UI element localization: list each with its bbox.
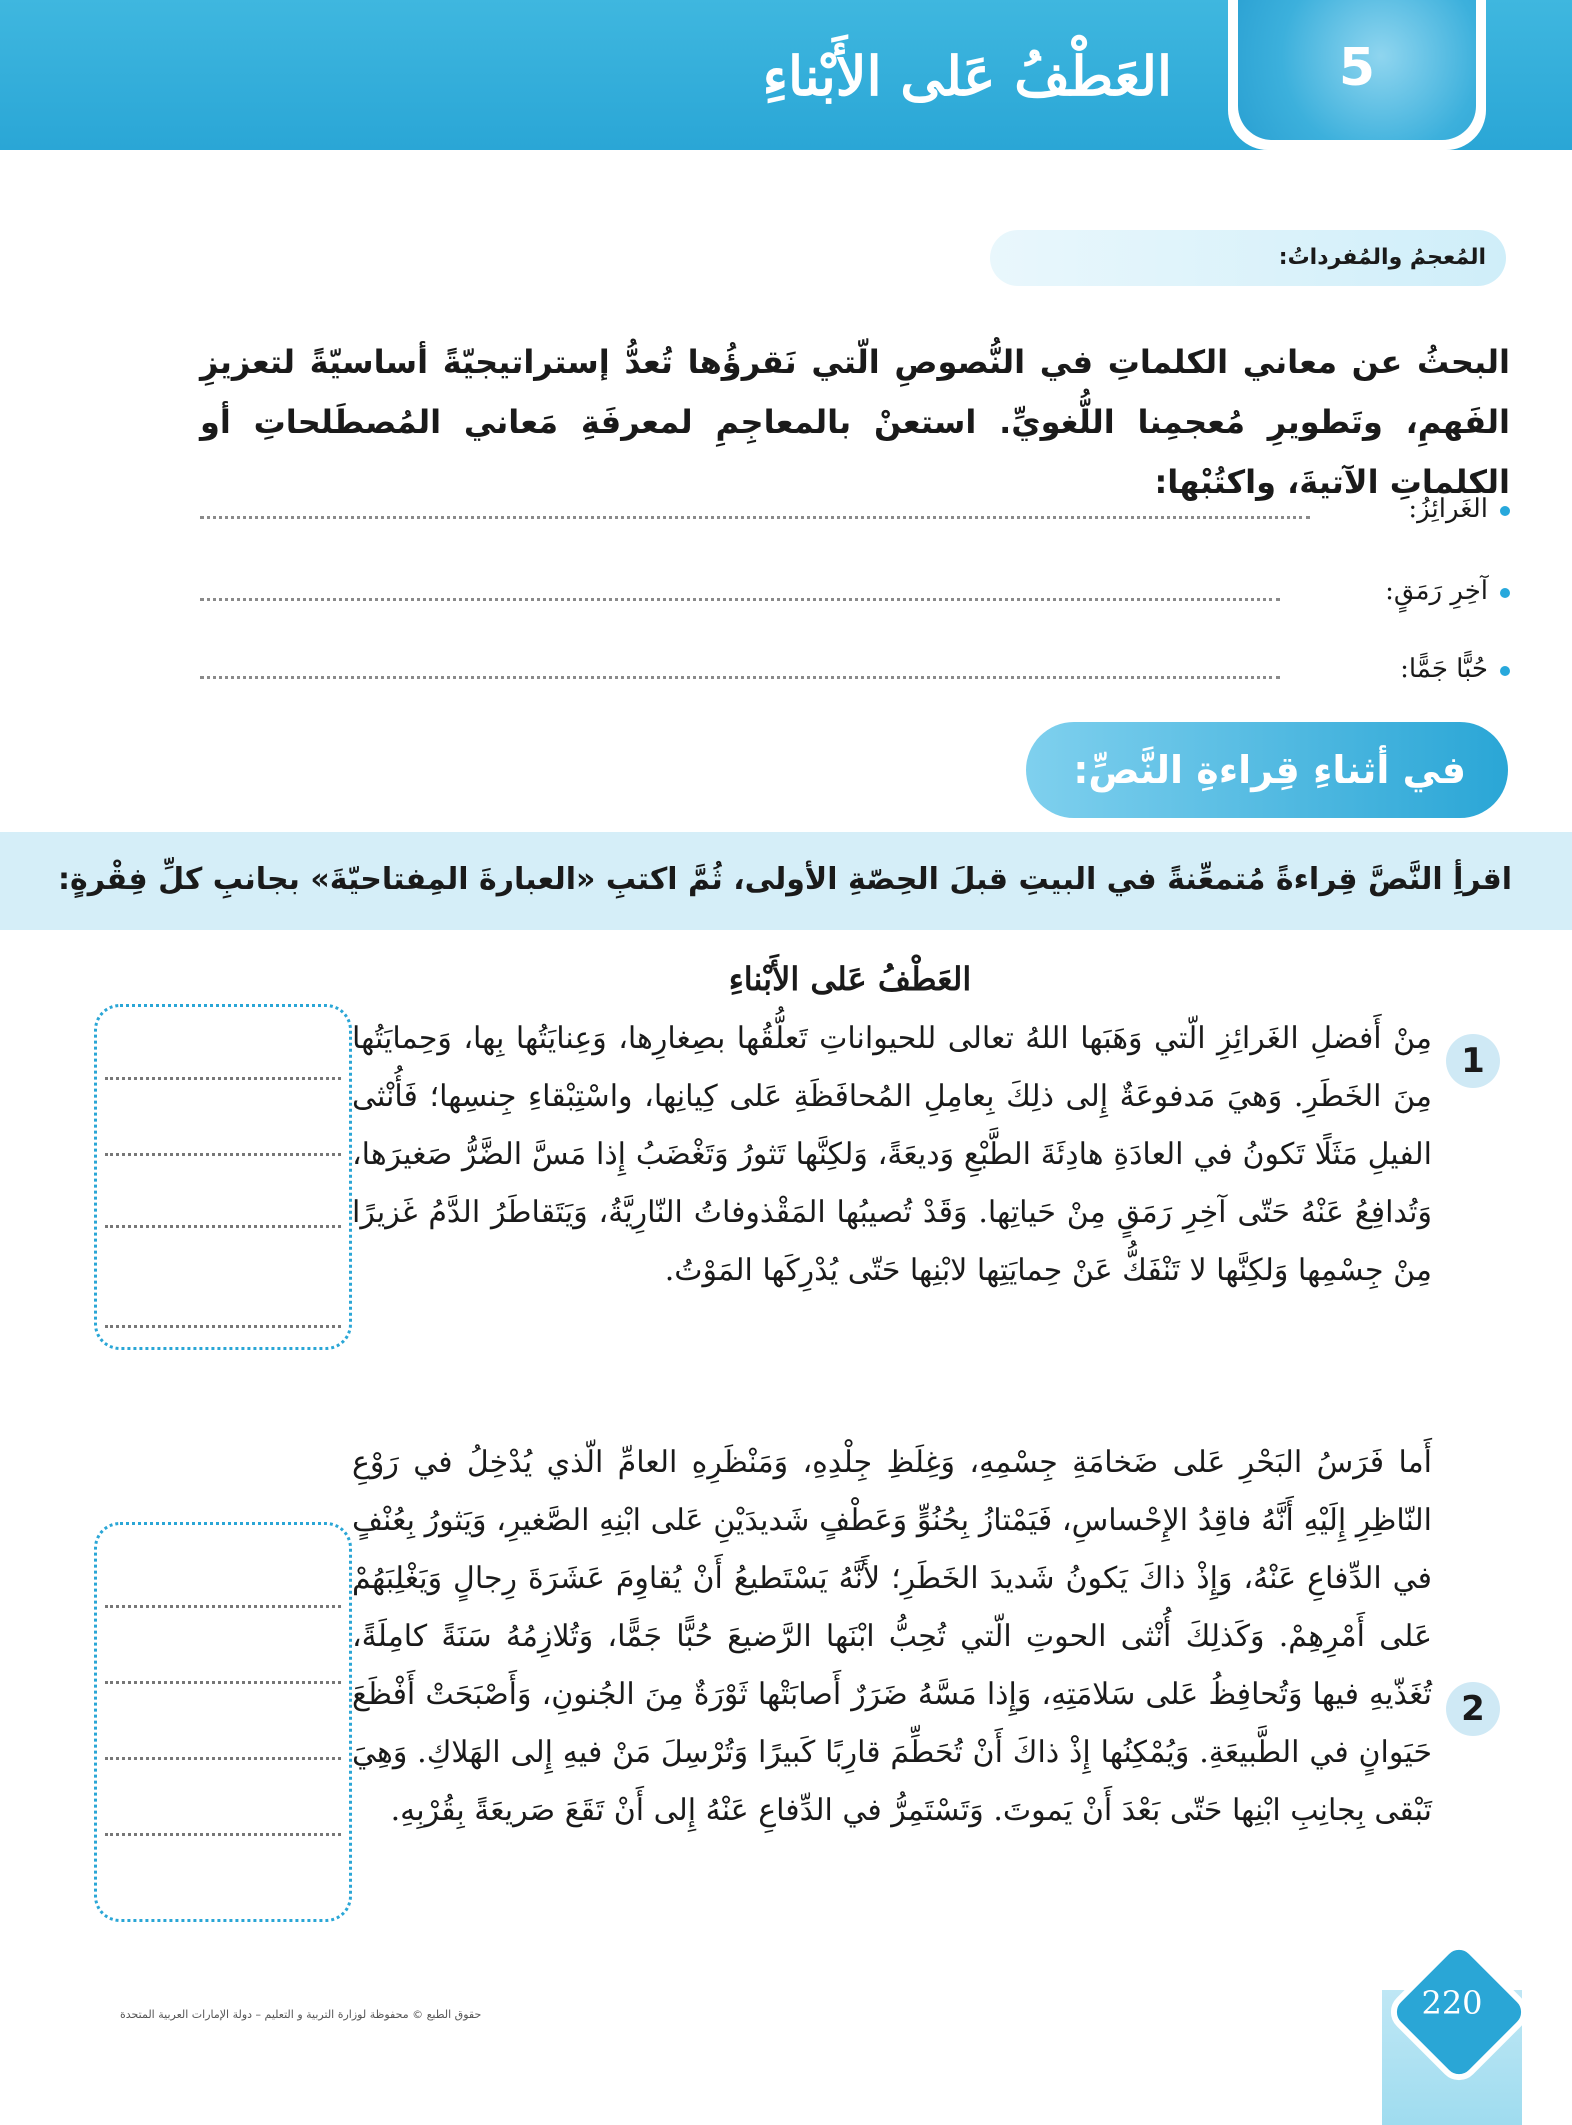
answer-line[interactable] [105,1225,341,1228]
vocab-term: آخِرِ رَمَقٍ: [1385,576,1488,606]
vocab-term-row [200,574,1510,624]
key-phrase-answer-box[interactable] [94,1004,352,1350]
bullet-icon [1500,588,1510,598]
vocab-term-row [200,492,1510,542]
answer-line[interactable] [105,1325,341,1328]
bullet-icon [1500,506,1510,516]
reading-task: اقرأِ النَّصَّ قِراءةً مُتمعِّنةً في البيتِ قبلَ الحِصّةِ الأولى، ثُمَّ اكتبِ «العبارةَ المِفتاحيّةَ» بجانبِ كلِّ فِقْرةٍ: [58,862,1512,897]
bullet-icon [1500,666,1510,676]
vocabulary-instruction: البحثُ عن معاني الكلماتِ في النُّصوصِ الّتي نَقرؤُها تُعدُّ إستراتيجيّةً أساسيّةً لتعزيزِ الفَهمِ، وتَطويرِ مُعجمِنا اللُّغويِّ. استعنْ بالمعاجِمِ لمعرفَةِ مَعاني المُصطَلحاتِ أو الكلماتِ الآتيةَ، واكتُبْها: [200,343,1510,501]
answer-line[interactable] [105,1077,341,1080]
answer-line[interactable] [200,598,1280,601]
paragraph-number: 1 [1446,1034,1500,1088]
answer-line[interactable] [105,1757,341,1760]
paragraph-text: مِنْ أَفضلِ الغَرائِزِ الّتي وَهَبَها اللهُ تعالى للحيواناتِ تَعلُّقُها بصِغارِها، وَعِنايَتُها بِها، وَحِمايَتُها مِنَ الخَطَرِ. وَهيَ مَدفوعَةٌ إِلى ذلِكَ بِعامِلِ المُحافَظَةِ عَلى كِيانِها، واسْتِبْقاءِ جِنسِها؛ فَأُنْثى الفيلِ مَثَلًا تَكونُ في العادَةِ هادِئَةَ الطَّبْعِ وَديعَةً، وَلكِنَّها تَثورُ وَتَغْضَبُ إِذا مَسَّ الضَّرُّ صَغيرَها، وَتُدافِعُ عَنْهُ حَتّى آخِرِ رَمَقٍ مِنْ حَياتِها. وَقَدْ تُصيبُها المَقْذوفاتُ النّارِيَّةُ، وَيَتَقاطَرُ الدَّمُ غَزيرًا مِنْ جِسْمِها وَلكِنَّها لا تَنْفَكُّ عَنْ حِمايَتِها لابْنِها حَتّى يُدْرِكَها المَوْتُ. [352,1021,1432,1288]
lesson-number: 5 [1338,38,1376,98]
answer-line[interactable] [105,1681,341,1684]
vocab-term-row [200,652,1510,702]
paragraph-text: أَما فَرَسُ البَحْرِ عَلى ضَخامَةِ جِسْمِهِ، وَغِلَظِ جِلْدِهِ، وَمَنْظَرِهِ العامِّ الّذي يُدْخِلُ في رَوْعِ النّاظِرِ إِلَيْهِ أَنَّهُ فاقِدُ الإِحْساسِ، فَيَمْتازُ بِحُنُوٍّ وَعَطْفٍ شَديدَيْنِ عَلى ابْنِهِ الصَّغيرِ، وَيَثورُ بِعُنْفٍ في الدِّفاعِ عَنْهُ، وَإِذْ ذاكَ يَكونُ شَديدَ الخَطَرِ؛ لأَنَّهُ يَسْتَطيعُ أَنْ يُقاوِمَ عَشَرَةَ رِجالٍ وَيَغْلِبَهُمْ عَلى أَمْرِهِمْ. وَكَذلِكَ أُنْثى الحوتِ الّتي تُحِبُّ ابْنَها الرَّضيعَ حُبًّا جَمًّا، وَتُلازِمُهُ سَنَةً كامِلَةً، تُغَذّيهِ فيها وَتُحافِظُ عَلى سَلامَتِهِ، وَإِذا مَسَّهُ ضَرَرٌ أَصابَتْها ثَوْرَةٌ مِنَ الجُنونِ، وَأَصْبَحَتْ أَفْظَعَ حَيَوانٍ في الطَّبيعَةِ. وَيُمْكِنُها إِذْ ذاكَ أَنْ تُحَطِّمَ قارِبًا كَبيرًا وَتُرْسِلَ مَنْ فيهِ إِلى الهَلاكِ. وَهِيَ تَبْقى بِجانِبِ ابْنِها حَتّى بَعْدَ أَنْ يَموتَ. وَتَسْتَمِرُّ في الدِّفاعِ عَنْهُ إِلى أَنْ تَقَعَ صَريعَةً بِقُرْبِهِ. [352,1445,1432,1828]
answer-line[interactable] [200,516,1310,519]
paragraph-number: 2 [1446,1682,1500,1736]
reading-section-label: في أثناءِ قِراءةِ النَّصِّ: [1026,722,1508,818]
passage-title: العَطْفُ عَلى الأَبْناءِ [728,960,972,998]
key-phrase-answer-box[interactable] [94,1522,352,1922]
answer-line[interactable] [200,676,1280,679]
answer-line[interactable] [105,1833,341,1836]
vocab-term: الغَرائِزُ: [1408,494,1488,524]
vocab-term: حُبًّا جَمًّا: [1400,654,1488,684]
vocabulary-section-label: المُعجمُ والمُفرداتُ: [990,230,1506,286]
lesson-title: العَطْفُ عَلى الأَبْناءِ [762,44,1172,108]
page-number: 220 [1421,1984,1483,2022]
answer-line[interactable] [105,1153,341,1156]
answer-line[interactable] [105,1605,341,1608]
copyright-notice: حقوق الطبع © محفوظة لوزارة التربية و التعليم – دولة الإمارات العربية المتحدة [120,2008,482,2021]
